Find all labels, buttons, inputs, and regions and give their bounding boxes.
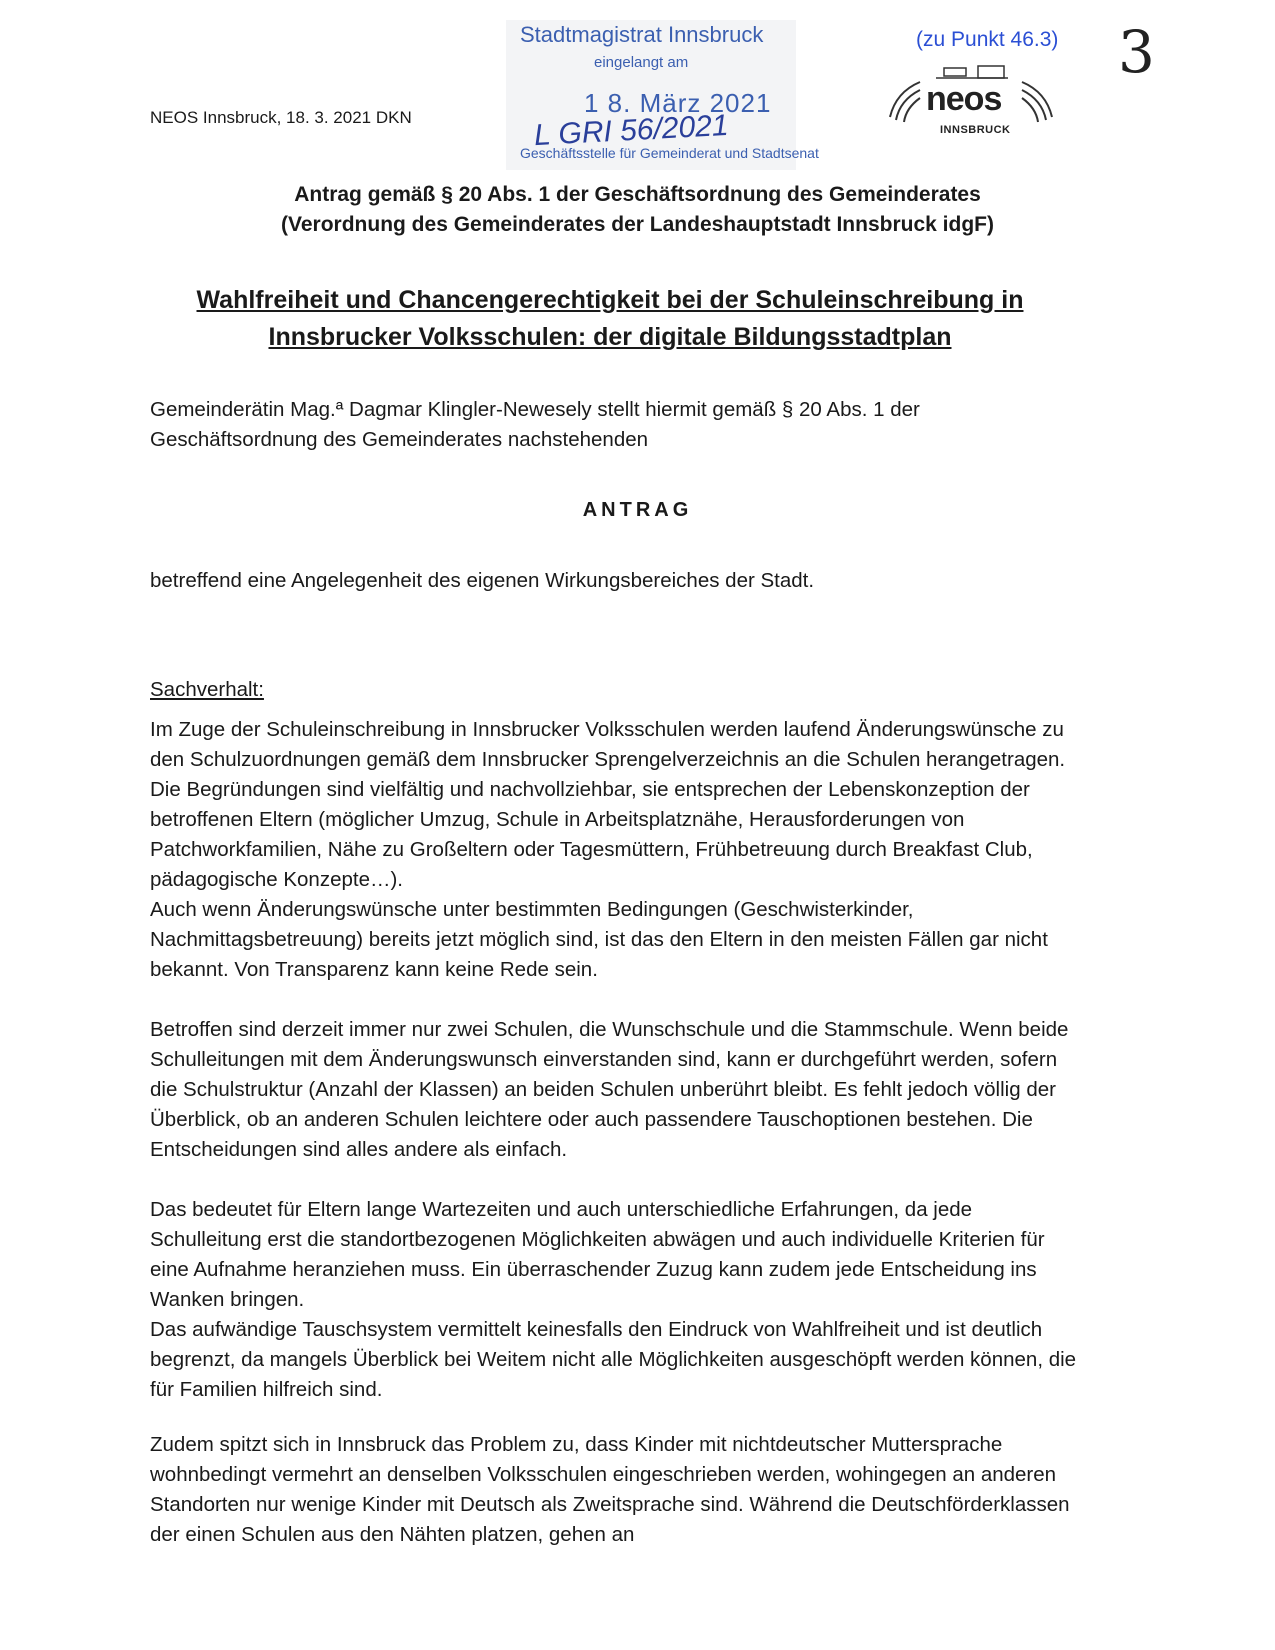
- logo-city: INNSBRUCK: [940, 124, 1011, 136]
- sachverhalt-label: Sachverhalt:: [150, 678, 264, 701]
- stamp-reference: L GRI 56/2021: [533, 108, 730, 153]
- paragraph-2: Auch wenn Änderungswünsche unter bestimmten Bedingungen (Geschwisterkinder, Nachmittagsbetreuung) bereits jetzt möglich sind, ist das den Eltern in den meisten Fällen gar nicht bekannt. Von Transparenz kann keine Rede sein.: [150, 898, 1048, 981]
- stamp-office: Stadtmagistrat Innsbruck: [520, 22, 764, 47]
- logo-wordmark: neos: [926, 80, 1002, 118]
- document-title: Wahlfreiheit und Chancengerechtigkeit bei der Schuleinschreibung in Innsbrucker Volksschulen: der digitale Bildungsstadtplan: [196, 286, 1024, 351]
- paragraph-5: Das aufwändige Tauschsystem vermittelt keinesfalls den Eindruck von Wahlfreiheit und ist deutlich begrenzt, da mangels Überblick bei Weitem nicht alle Möglichkeiten ausgeschöpft werden können, die für Familien hilfreich sind.: [150, 1318, 1077, 1401]
- stamp-department: Geschäftsstelle für Gemeinderat und Stadtsenat: [520, 145, 819, 161]
- paragraph-3: Betroffen sind derzeit immer nur zwei Schulen, die Wunschschule und die Stammschule. Wenn beide Schulleitungen mit dem Änderungswunsch einverstanden sind, kann er durchgeführt werden, sofern die Schulstruktur (Anzahl der Klassen) an beiden Schulen unberührt bleibt. Es fehlt jedoch völlig der Überblick, ob an anderen Schulen leichtere oder auch passendere Tauschoptionen bestehen. Die Entscheidungen sind alles andere als einfach.: [150, 1018, 1069, 1161]
- intro-paragraph: Gemeinderätin Mag.ª Dagmar Klingler-Newesely stellt hiermit gemäß § 20 Abs. 1 der Geschäftsordnung des Gemeinderates nachstehenden: [150, 398, 920, 451]
- heading-line-2: (Verordnung des Gemeinderates der Landeshauptstadt Innsbruck idgF): [281, 213, 994, 236]
- paragraph-6: Zudem spitzt sich in Innsbruck das Problem zu, dass Kinder mit nichtdeutscher Muttersprache wohnbedingt vermehrt an denselben Volksschulen eingeschrieben werden, wohingegen an anderen Standorten nur wenige Kinder mit Deutsch als Zweitsprache sind. Während die Deutschförderklassen der einen Schulen aus den Nähten platzen, gehen an: [150, 1433, 1070, 1546]
- antrag-label: ANTRAG: [582, 499, 693, 521]
- neos-logo: [886, 62, 1056, 142]
- agenda-reference: (zu Punkt 46.3): [916, 28, 1059, 51]
- stamp-date: 1 8. März 2021: [584, 88, 772, 118]
- heading-line-1: Antrag gemäß § 20 Abs. 1 der Geschäftsordnung des Gemeinderates: [294, 183, 981, 206]
- sender-line: NEOS Innsbruck, 18. 3. 2021 DKN: [150, 108, 412, 127]
- paragraph-4: Das bedeutet für Eltern lange Wartezeiten und auch unterschiedliche Erfahrungen, da jede Schulleitung erst die standortbezogenen Möglichkeiten abwägen und auch individuelle Kriterien für eine Aufnahme heranziehen muss. Ein überraschender Zuzug kann zudem jede Entscheidung ins Wanken bringen.: [150, 1198, 1045, 1311]
- betreffend-line: betreffend eine Angelegenheit des eigenen Wirkungsbereiches der Stadt.: [150, 569, 815, 592]
- received-stamp: [506, 20, 819, 170]
- page-number: 3: [1118, 18, 1155, 86]
- paragraph-1: Im Zuge der Schuleinschreibung in Innsbrucker Volksschulen werden laufend Änderungswünsche zu den Schulzuordnungen gemäß dem Innsbrucker Sprengelverzeichnis an die Schulen herangetragen. Die Begründungen sind vielfältig und nachvollziehbar, sie entsprechen der Lebenskonzeption der betroffenen Eltern (möglicher Umzug, Schule in Arbeitsplatznähe, Herausforderungen von Patchworkfamilien, Nähe zu Großeltern oder Tagesmüttern, Frühbetreuung durch Breakfast Club, pädagogische Konzepte…).: [150, 718, 1066, 891]
- stamp-received-label: eingelangt am: [594, 54, 689, 71]
